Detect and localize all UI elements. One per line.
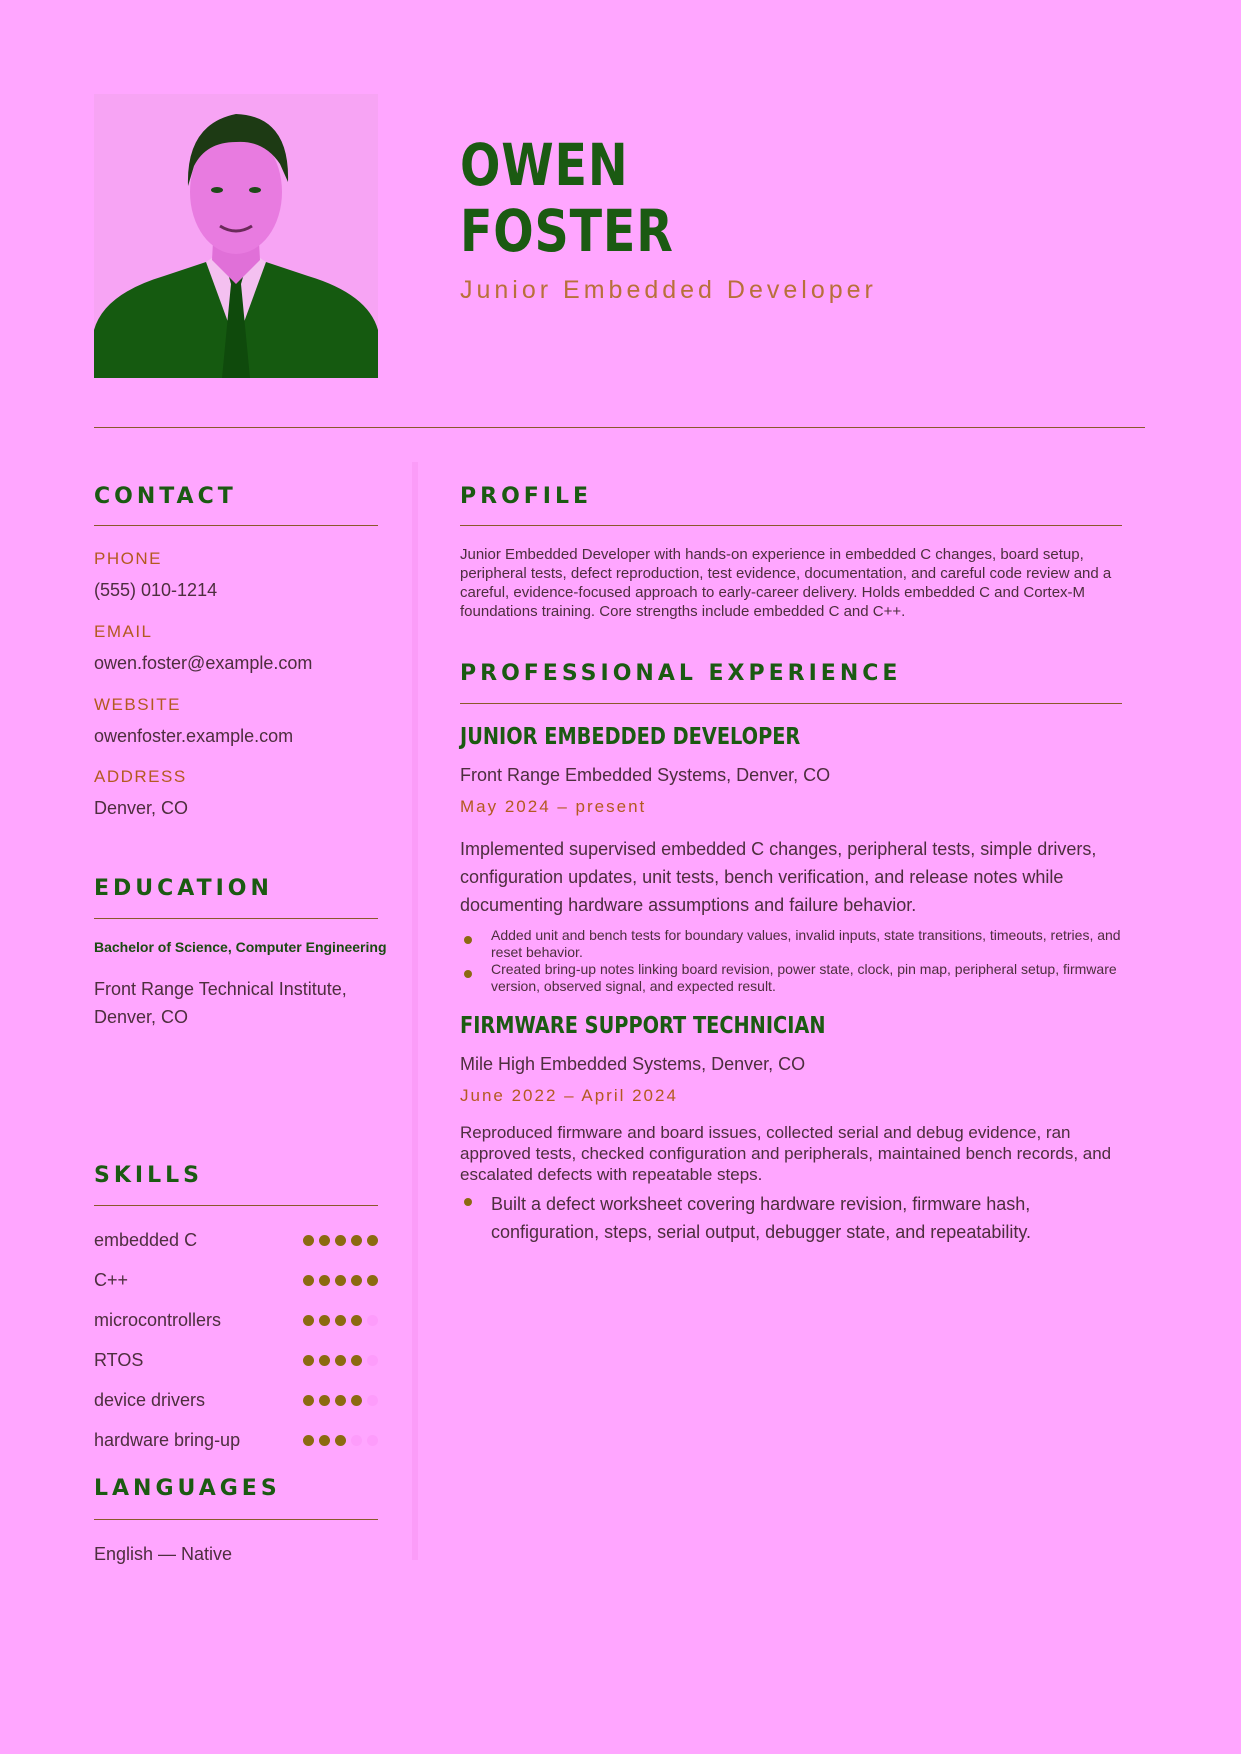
rating-dot-filled <box>303 1315 314 1326</box>
skill-row <box>94 1230 378 1252</box>
rating-dot-filled <box>351 1275 362 1286</box>
email-value[interactable]: owen.foster@example.com <box>94 653 313 673</box>
skill-rating <box>303 1315 378 1326</box>
column-divider <box>412 462 418 1560</box>
rating-dot-filled <box>335 1275 346 1286</box>
website-value[interactable]: owenfoster.example.com <box>94 726 294 746</box>
skills-rule <box>94 1205 378 1206</box>
rating-dot-filled <box>319 1355 330 1366</box>
profile-rule <box>460 525 1122 526</box>
rating-dot-filled <box>351 1235 362 1246</box>
job-bullet <box>464 927 1144 961</box>
rating-dot-empty <box>367 1315 378 1326</box>
bullet-text: Created bring-up notes linking board revision, power state, clock, pin map, peripheral setup, firmware version, observed signal, and expected result. <box>491 961 1117 994</box>
rating-dot-filled <box>303 1435 314 1446</box>
skill-name: C++ <box>94 1270 129 1290</box>
rating-dot-filled <box>335 1235 346 1246</box>
skill-rating <box>303 1355 378 1366</box>
school-location: Denver, CO <box>94 1007 189 1027</box>
school-name: Front Range Technical Institute, <box>94 979 347 999</box>
rating-dot-filled <box>335 1355 346 1366</box>
rating-dot-empty <box>367 1355 378 1366</box>
job-title: JUNIOR EMBEDDED DEVELOPER <box>460 724 801 750</box>
last-name: FOSTER <box>460 197 674 265</box>
skill-rating <box>303 1395 378 1406</box>
profile-text: Junior Embedded Developer with hands-on experience in embedded C changes, board setup, peripheral tests, defect reproduction, test evidence, documentation, and careful code review and a careful, evidence-focused approach to early-career delivery. Holds embedded C and Cortex-M foundations training. Core strengths include embedded C and C++. <box>460 546 1112 620</box>
rating-dot-filled <box>335 1395 346 1406</box>
rating-dot-filled <box>303 1235 314 1246</box>
language-item: English — Native <box>94 1544 233 1564</box>
skill-row <box>94 1310 378 1332</box>
rating-dot-filled <box>319 1435 330 1446</box>
skill-name: RTOS <box>94 1350 144 1370</box>
education-rule <box>94 918 378 919</box>
bullet-text: Added unit and bench tests for boundary values, invalid inputs, state transitions, timeouts, retries, and reset behavior. <box>491 927 1121 960</box>
rating-dot-filled <box>319 1235 330 1246</box>
job-title: Junior Embedded Developer <box>460 276 877 304</box>
rating-dot-filled <box>351 1315 362 1326</box>
rating-dot-empty <box>367 1435 378 1446</box>
languages-heading: LANGUAGES <box>94 1476 281 1501</box>
rating-dot-filled <box>303 1275 314 1286</box>
contact-heading: CONTACT <box>94 484 237 509</box>
bullet-icon <box>464 970 472 978</box>
rating-dot-filled <box>335 1435 346 1446</box>
phone-value[interactable]: (555) 010-1214 <box>94 580 218 600</box>
rating-dot-filled <box>367 1275 378 1286</box>
skill-name: embedded C <box>94 1230 198 1250</box>
job-dates: May 2024 – present <box>460 797 647 816</box>
skill-row <box>94 1270 378 1292</box>
school <box>94 975 347 1031</box>
experience-heading: PROFESSIONAL EXPERIENCE <box>460 661 902 686</box>
rating-dot-filled <box>319 1275 330 1286</box>
rating-dot-filled <box>351 1355 362 1366</box>
rating-dot-filled <box>351 1395 362 1406</box>
address-label: ADDRESS <box>94 767 187 786</box>
header-divider <box>94 427 1145 428</box>
rating-dot-filled <box>367 1235 378 1246</box>
bullet-icon <box>464 1198 472 1206</box>
rating-dot-empty <box>351 1435 362 1446</box>
education-heading: EDUCATION <box>94 876 273 901</box>
address-value: Denver, CO <box>94 798 189 818</box>
rating-dot-empty <box>367 1395 378 1406</box>
rating-dot-filled <box>335 1315 346 1326</box>
person-portrait-image <box>94 94 378 378</box>
skill-name: device drivers <box>94 1390 206 1410</box>
skill-rating <box>303 1275 378 1286</box>
job-company: Front Range Embedded Systems, Denver, CO <box>460 765 831 785</box>
skill-row <box>94 1350 378 1372</box>
candidate-name <box>460 132 674 264</box>
rating-dot-filled <box>319 1395 330 1406</box>
job-title: FIRMWARE SUPPORT TECHNICIAN <box>460 1013 826 1039</box>
phone-label: PHONE <box>94 549 162 568</box>
skills-heading: SKILLS <box>94 1163 203 1188</box>
job-bullet <box>464 961 1144 995</box>
email-label: EMAIL <box>94 622 153 641</box>
rating-dot-filled <box>319 1315 330 1326</box>
skill-row <box>94 1390 378 1412</box>
languages-rule <box>94 1519 378 1520</box>
bullet-text: Built a defect worksheet covering hardware revision, firmware hash, configuration, steps, serial output, debugger state, and repeatability. <box>491 1194 1032 1242</box>
first-name: OWEN <box>460 131 629 199</box>
bullet-icon <box>464 936 472 944</box>
skill-row <box>94 1430 378 1452</box>
skill-name: microcontrollers <box>94 1310 222 1330</box>
skill-rating <box>303 1235 378 1246</box>
job-dates: June 2022 – April 2024 <box>460 1086 678 1105</box>
degree: Bachelor of Science, Computer Engineering <box>94 939 387 955</box>
profile-photo <box>94 94 378 378</box>
rating-dot-filled <box>303 1395 314 1406</box>
contact-rule <box>94 525 378 526</box>
skill-name: hardware bring-up <box>94 1430 241 1450</box>
skill-rating <box>303 1435 378 1446</box>
job-bullet <box>464 1190 1144 1246</box>
rating-dot-filled <box>303 1355 314 1366</box>
job-description: Reproduced firmware and board issues, collected serial and debug evidence, ran approved tests, checked configuration and peripherals, maintained bench records, and escalated defects with repeatable steps. <box>460 1123 1112 1184</box>
website-label: WEBSITE <box>94 695 182 714</box>
job-description: Implemented supervised embedded C changes, peripheral tests, simple drivers, configuration updates, unit tests, bench verification, and release notes while documenting hardware assumptions and failure behavior. <box>460 839 1097 915</box>
job-company: Mile High Embedded Systems, Denver, CO <box>460 1054 806 1074</box>
experience-rule <box>460 703 1122 704</box>
profile-heading: PROFILE <box>460 484 593 509</box>
